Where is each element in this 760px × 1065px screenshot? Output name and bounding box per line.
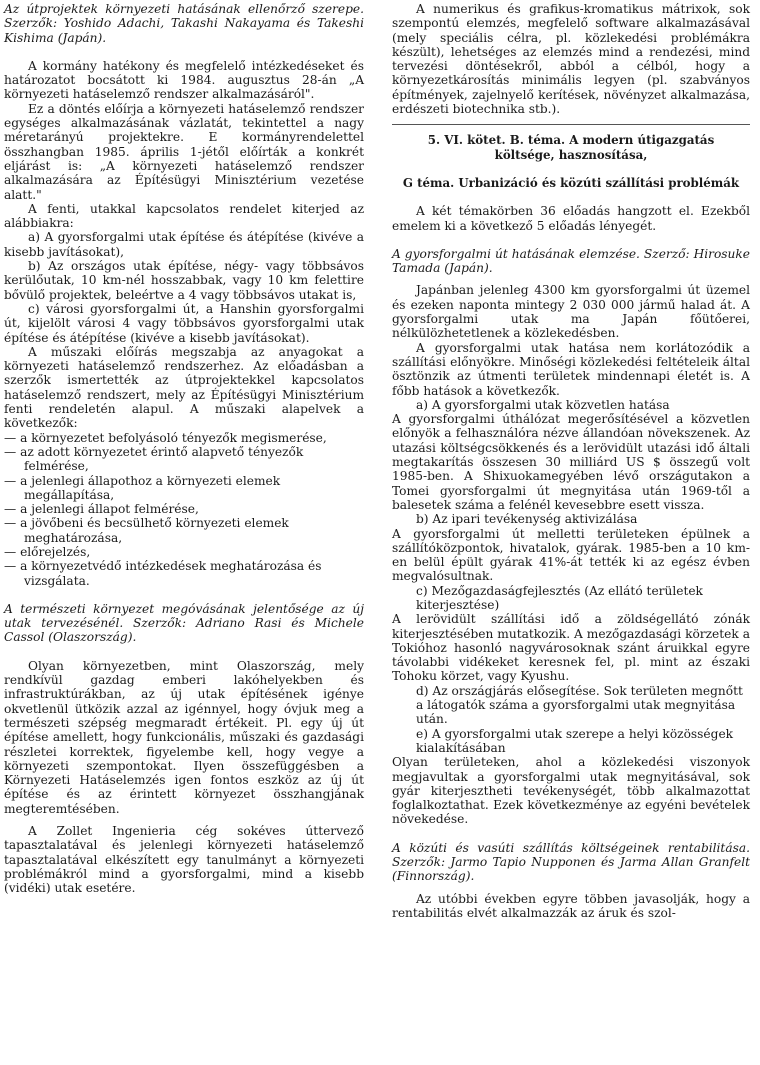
right-column (392, 2, 750, 920)
section-heading: 5. VI. kötet. B. téma. A modern útigazgatás költsége, hasznosítása, (427, 133, 715, 162)
list-item: — előrejelzés, (4, 545, 364, 559)
article-title-natural-environment: A természeti környezet megóvásának jelentősége az új utak tervezésénél. Szerzők: Adriano Rasi és Michele Cassol (Olaszország). (4, 601, 364, 645)
paragraph: A numerikus és grafikus-kromatikus mátrixok, sok szempontú elemzés, megfelelő software alkalmazásával (mely speciális célra, pl. közlekedési problémákra készült), lehetséges az elemzés mind a rendezési, mind tervezési döntésekről, abból a célból, hogy a környezetkárosítás minimális legyen (pl. szabványos építmények, zajelnyelő kerítések, növényzet alkalmazása, erdészeti biotechnika stb.). (392, 2, 750, 117)
paragraph: A kormány hatékony és megfelelő intézkedéseket és határozatot bocsátott ki 1984. augusztus 28-án „A környezeti hatáselemző rendszer alkalmazásáról". (4, 58, 364, 102)
list-item: — a környezetet befolyásoló tényezők megismerése, (4, 431, 364, 445)
paragraph: Olyan területeken, ahol a közlekedési viszonyok megjavultak a gyorsforgalmi utak megnyitásával, sok gyár kiterjesztheti tevékenységét, több alkalmazottat foglalkoztathat. Ezek következménye az egyéni bevételek növekedése. (392, 755, 750, 827)
principles-list (4, 431, 364, 588)
paragraph: Japánban jelenleg 4300 km gyorsforgalmi út üzemel és ezeken naponta mintegy 2 030 000 jármű halad át. A gyorsforgalmi utak ma Japán főütőerei, nélkülözhetetlenek a közlekedésben. (392, 283, 750, 341)
paragraph: A lerövidült szállítási idő a zöldségellátó zónák kiterjesztésében mutatkozik. A mezőgazdasági körzetek a Tokióhoz hasonló nagyvárosoknak szánt áruikkal egyre távolabbi vidékeket keresnek fel, pl. mint az északi Tohoku körzet, vagy Kyushu. (392, 612, 750, 684)
list-item-b: b) Az országos utak építése, négy- vagy többsávos kerülőutak, 10 km-nél hosszabbak, vagy 10 km felettire bővülő projektek, beleértve a 4 vagy többsávos utakat is, (4, 259, 364, 302)
paragraph: Ez a döntés előírja a környezeti hatáselemző rendszer egységes alkalmazásának vázlatát, tekintettel a nagy méretarányú projektekre. E kormányrendelettel összhangban 1985. április 1-jétől előírták a konkrét eljárást is: „A környezeti hatáselemző rendszer alkalmazására az Építésügyi Minisztérium vezetése alatt." (4, 101, 364, 202)
list-item: — az adott környezetet érintő alapvető tényezők felmérése, (4, 445, 364, 474)
left-column (4, 2, 364, 896)
paragraph: A gyorsforgalmi úthálózat megerősítésével a közvetlen előnyök a felhasználóra nézve állandóan növekszenek. Az utazási költségcsökkenés és a lerövidült utazási idő általi megtakarítás összesen 30 milliárd US $ összegű volt 1985-ben. A Shixuokamegyében lévő országutakon a Tomei gyorsforgalmi út megnyitása után 1969-től a balesetek száma a felénél kevesebbre esett vissza. (392, 412, 750, 512)
paragraph: A Zollet Ingenieria cég sokéves úttervező tapasztalatával és jelenlegi környezeti hatáselemző tapasztalatával elkészített egy tanulmányt a környezeti problémákról mind a gyorsforgalmi, mind a kisebb (vidéki) utak esetére. (4, 824, 364, 896)
list-item: — a jövőbeni és becsülhető környezeti elemek meghatározása, (4, 516, 364, 545)
paragraph: A gyorsforgalmi út melletti területeken épülnek a szállítóközpontok, hivatalok, gyárak. 1985-ben a 10 km-en belül épült gyárak 41%-át tették ki az egész évben megvalósultnak. (392, 526, 750, 584)
paragraph: A két témakörben 36 előadás hangzott el. Ezekből emelem ki a következő 5 előadás lényegét. (392, 204, 750, 233)
list-item: — a környezetvédő intézkedések meghatározása és vizsgálata. (4, 559, 364, 588)
list-item: — a jelenlegi állapot felmérése, (4, 502, 364, 516)
article-title-road-projects: Az útprojektek környezeti hatásának ellenőrző szerepe. Szerzők: Yoshido Adachi, Takashi Nakayama és Takeshi Kishima (Japán). (4, 2, 364, 45)
subsection-heading-e: e) A gyorsforgalmi utak szerepe a helyi közösségek kialakításában (416, 726, 734, 755)
paragraph: Az utóbbi években egyre többen javasolják, hogy a rentabilitás elvét alkalmazzák az áruk és szol- (392, 891, 750, 920)
paragraph: A fenti, utakkal kapcsolatos rendelet kiterjed az alábbiakra: (4, 201, 364, 231)
list-item-a: a) A gyorsforgalmi utak építése és átépítése (kivéve a kisebb javításokat), (4, 230, 364, 259)
article-title-transport-costs: A közúti és vasúti szállítás költségeinek rentabilitása. Szerzők: Jarmo Tapio Nupponen és Jarma Allan Granfelt (Finnország). (392, 840, 750, 884)
subsection-heading-d: d) Az országjárás elősegítése. Sok területen megnőtt a látogatók száma a gyorsforgalmi utak megnyitása után. (416, 683, 743, 727)
subsection-heading-b: b) Az ipari tevékenység aktivizálása (416, 512, 638, 527)
list-item: — a jelenlegi állapothoz a környezeti elemek megállapítása, (4, 474, 364, 503)
article-title-expressway-impact: A gyorsforgalmi út hatásának elemzése. Szerző: Hirosuke Tamada (Japán). (392, 246, 750, 276)
list-item-c: c) városi gyorsforgalmi út, a Hanshin gyorsforgalmi út, kijelölt városi 4 vagy többsávos gyorsforgalmi utak építése és átépítése (kivéve a kisebb javításokat). (4, 301, 364, 345)
section-subheading: G téma. Urbanizáció és közúti szállítási problémák (402, 175, 740, 190)
subsection-heading-c: c) Mezőgazdaságfejlesztés (Az ellátó területek kiterjesztése) (416, 583, 703, 612)
paragraph: Olyan környezetben, mint Olaszország, mely rendkívül gazdag emberi lakóhelyekben és infrastruktúrákban, az új utak építésének igénye okvetlenül ütközik azzal az igénnyel, hogy óvjuk meg a természeti szépség megmaradt értékeit. Pl. egy új út építése amellett, hogy funkcionális, műszaki és gazdasági részletei korrektek, figyelembe kell, hogy vegye a környezeti szempontokat. Ilyen összefüggésben a Környezeti Hatáselemzés igen fontos eszköz az új út építése és az érintett környezet összhangjának megteremtésében. (4, 658, 364, 816)
subsection-heading-a: a) A gyorsforgalmi utak közvetlen hatása (416, 397, 670, 412)
section-divider (392, 124, 750, 125)
paragraph: A gyorsforgalmi utak hatása nem korlátozódik a szállítási előnyökre. Minőségi közlekedési feltételeik által ösztönzik az útmenti területek mindennapi életét is. A főbb hatások a következők. (392, 340, 750, 398)
paragraph: A műszaki előírás megszabja az anyagokat a környezeti hatáselemző rendszerhez. Az előadásban a szerzők ismertették az útprojektekkel kapcsolatos hatáselemző rendszert, mely az Építésügyi Minisztérium fenti rendeletén alapul. A műszaki alapelvek a következők: (4, 344, 364, 431)
